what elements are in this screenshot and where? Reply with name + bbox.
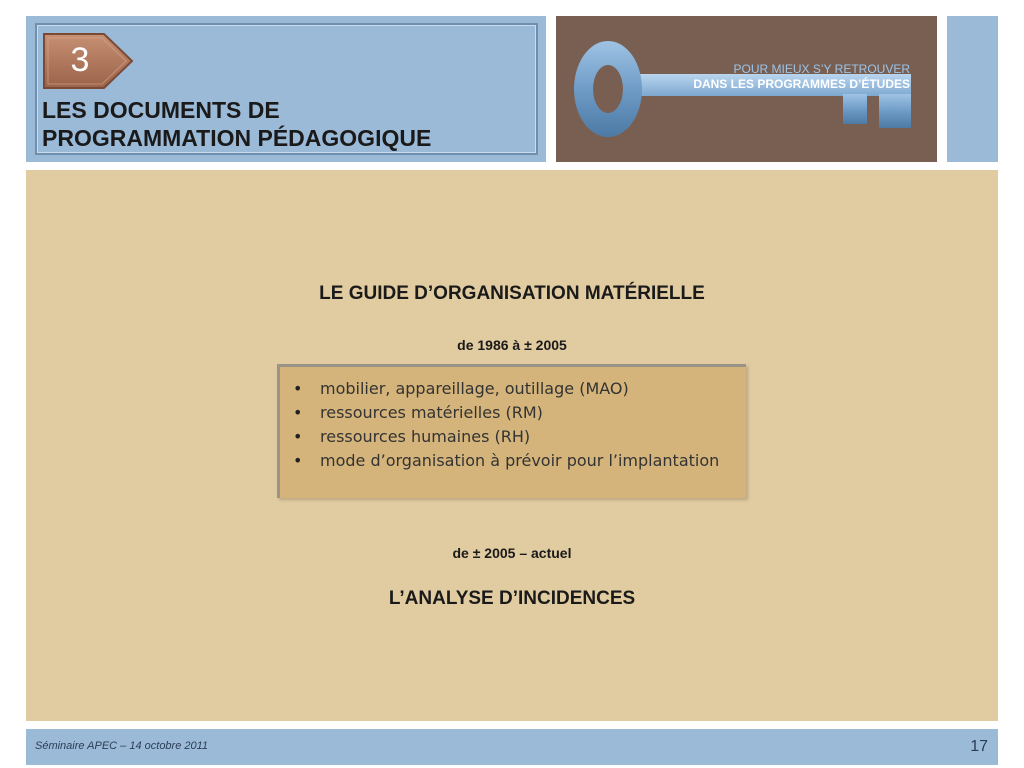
period-2005-current: de ± 2005 – actuel (452, 545, 572, 561)
guide-contents-list (280, 367, 746, 473)
list-item: • ressources matérielles (RM) (320, 401, 746, 425)
tagline-line1: POUR MIEUX S’Y RETROUVER (733, 62, 910, 76)
header-side-strip (947, 16, 998, 162)
slide-number: 17 (970, 738, 988, 755)
list-item: • mobilier, appareillage, outillage (MAO) (320, 377, 746, 401)
footer-bar (26, 729, 998, 765)
footer-event: Séminaire APEC – 14 octobre 2011 (35, 740, 209, 752)
tagline-line2: DANS LES PROGRAMMES D’ÉTUDES (693, 77, 910, 91)
list-item: • mode d’organisation à prévoir pour l’implantation (320, 449, 746, 473)
analyse-title: L’ANALYSE D’INCIDENCES (388, 588, 636, 609)
page-title-line1: LES DOCUMENTS DE (42, 97, 280, 123)
list-item: • ressources humaines (RH) (320, 425, 746, 449)
header-key-panel (556, 16, 937, 162)
page-title-line2: PROGRAMMATION PÉDAGOGIQUE (42, 125, 432, 151)
period-1986-2005: de 1986 à ± 2005 (457, 337, 567, 353)
guide-contents-box (277, 364, 746, 498)
page-title (42, 96, 522, 152)
section-number: 3 (70, 41, 90, 79)
guide-title: LE GUIDE D’ORGANISATION MATÉRIELLE (319, 283, 705, 304)
